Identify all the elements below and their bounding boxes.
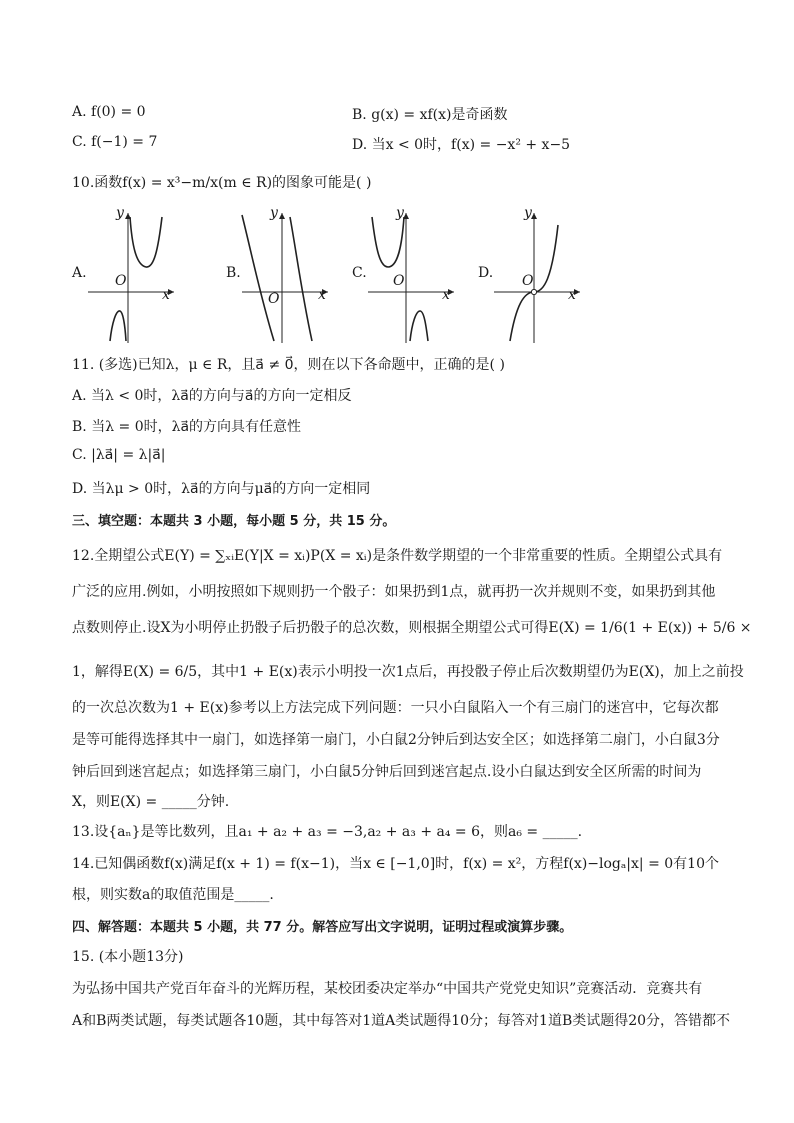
graph-c-x-label: x	[442, 287, 450, 303]
q13-text: 13.设{aₙ}是等比数列，且a₁ + a₂ + a₃ = −3,a₂ + a₃ + a₄ = 6，则a₆ = _____.	[72, 824, 583, 840]
q15-line-2: 为弘扬中国共产党百年奋斗的光辉历程，某校团委决定举办“中国共产党党史知识”竞赛活动．竞赛共有	[72, 981, 703, 997]
q14-line-1: 14.已知偶函数f(x)满足f(x + 1) = f(x−1)，当x ∈ [−1,0]时，f(x) = x²，方程f(x)−logₐ|x| = 0有10个	[72, 856, 719, 872]
q11-option-a: A. 当λ < 0时，λa⃗的方向与a⃗的方向一定相反	[72, 388, 352, 404]
q9-option-d: D. 当x < 0时，f(x) = −x² + x−5	[352, 137, 571, 153]
q9-option-b: B. g(x) = xf(x)是奇函数	[352, 107, 508, 123]
q12-line-2: 广泛的应用.例如，小明按照如下规则扔一个骰子：如果扔到1点，就再扔一次并规则不变，如果扔到其他	[72, 584, 716, 600]
graph-b-y-label: y	[270, 205, 278, 221]
graph-a	[88, 205, 188, 345]
q10-stem: 10.函数f(x) = x³−m/x(m ∈ R)的图象可能是( )	[72, 175, 372, 191]
section-3-heading: 三、填空题：本题共 3 小题，每小题 5 分，共 15 分。	[72, 514, 396, 529]
q11-option-d: D. 当λμ > 0时，λa⃗的方向与μa⃗的方向一定相同	[72, 481, 371, 497]
q11-option-c: C. |λa⃗| = λ|a⃗|	[72, 447, 166, 463]
q12-line-7: 钟后回到迷宫起点；如选择第三扇门，小白鼠5分钟后回到迷宫起点.设小白鼠达到安全区所需的时间为	[72, 764, 702, 780]
graph-c	[368, 205, 468, 345]
graph-d-origin: O	[522, 273, 534, 289]
graph-d-x-label: x	[568, 287, 576, 303]
graph-b	[240, 205, 340, 345]
q10-label-c: C.	[352, 265, 367, 281]
graph-d-y-label: y	[524, 205, 532, 221]
q12-line-1: 12.全期望公式E(Y) = ∑ₓᵢE(Y|X = xᵢ)P(X = xᵢ)是条件数学期望的一个非常重要的性质。全期望公式具有	[72, 548, 723, 564]
section-4-heading: 四、解答题：本题共 5 小题，共 77 分。解答应写出文字说明，证明过程或演算步骤。	[72, 920, 573, 935]
q12-line-6: 是等可能得选择其中一扇门，如选择第一扇门，小白鼠2分钟后到达安全区；如选择第二扇门，小白鼠3分	[72, 732, 720, 748]
q9-option-c: C. f(−1) = 7	[72, 134, 158, 150]
graph-a-x-label: x	[162, 287, 170, 303]
q10-label-b: B.	[226, 265, 241, 281]
q15-line-1: 15. (本小题13分)	[72, 949, 184, 965]
q11-option-b: B. 当λ = 0时，λa⃗的方向具有任意性	[72, 419, 302, 435]
graph-c-y-label: y	[396, 205, 404, 221]
q12-line-8: X，则E(X) = _____分钟.	[72, 794, 230, 810]
graph-a-origin: O	[115, 273, 127, 289]
q10-label-a: A.	[72, 265, 87, 281]
q10-label-d: D.	[478, 265, 494, 281]
q15-line-3: A和B两类试题，每类试题各10题，其中每答对1道A类试题得10分；每答对1道B类试题得20分，答错都不	[72, 1013, 731, 1029]
graph-b-x-label: x	[318, 287, 326, 303]
q11-stem: 11. (多选)已知λ，μ ∈ R，且a⃗ ≠ 0⃗，则在以下各命题中，正确的是( )	[72, 357, 505, 373]
graph-a-y-label: y	[116, 205, 124, 221]
q14-line-2: 根，则实数a的取值范围是_____.	[72, 887, 274, 903]
graph-c-origin: O	[393, 273, 405, 289]
q12-line-3: 点数则停止.设X为小明停止扔骰子后扔骰子的总次数，则根据全期望公式可得E(X) = 1/6(1 + E(x)) + 5/6 ×	[72, 620, 752, 636]
q12-line-5: 的一次总次数为1 + E(x)参考以上方法完成下列问题：一只小白鼠陷入一个有三扇门的迷宫中，它每次都	[72, 700, 719, 716]
q12-line-4: 1，解得E(X) = 6/5，其中1 + E(x)表示小明投一次1点后，再投骰子停止后次数期望仍为E(X)，加上之前投	[72, 664, 744, 680]
graph-b-origin: O	[268, 291, 280, 307]
q9-option-a: A. f(0) = 0	[72, 104, 146, 120]
graph-d	[494, 205, 594, 345]
